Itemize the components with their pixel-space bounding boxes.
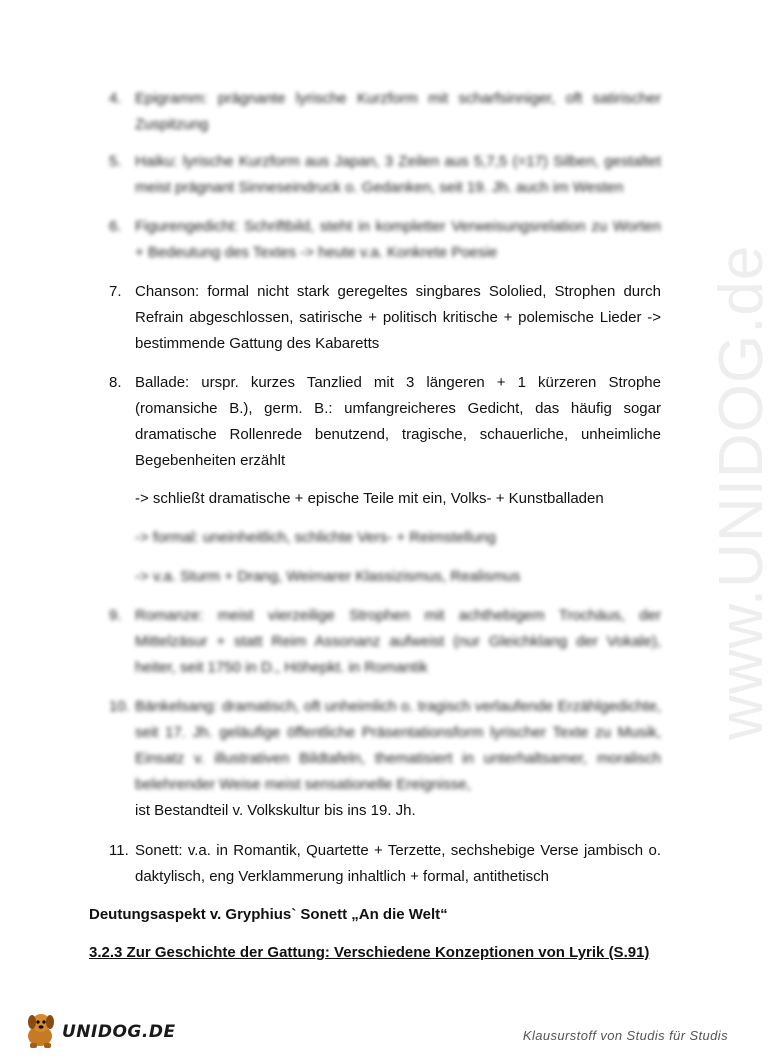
item-number: 5. — [109, 153, 122, 170]
section-heading: Deutungsaspekt v. Gryphius` Sonett „An die Welt“ — [89, 906, 448, 923]
list-item — [109, 838, 661, 890]
item-number: 11. — [109, 842, 129, 859]
list-item — [109, 370, 661, 474]
item-text: Romanze: meist vierzeilige Strophen mit achthebigem Trochäus, der Mittelzäsur + statt Reim Assonanz aufweist (nur Gleichklang der Vokale), heiter, seit 1750 in D., Höhepkt. in Romantik — [135, 607, 661, 676]
list-item — [109, 279, 661, 357]
item-text: Chanson: formal nicht stark geregeltes singbares Sololied, Strophen durch Refrain abgeschlossen, satirische + politisch kritische + polemische Lieder -> bestimmende Gattung des Kabaretts — [135, 283, 661, 352]
item-text: Epigramm: prägnante lyrische Kurzform mit scharfsinniger, oft satirischer Zuspitzung — [135, 90, 661, 133]
item-number: 10. — [109, 698, 130, 715]
item-number: 7. — [109, 283, 122, 300]
ballade-note: -> v.a. Sturm + Drang, Weimarer Klassizismus, Realismus — [135, 568, 521, 585]
logo-text: UNIDOG.DE — [62, 1022, 176, 1042]
item-number: 6. — [109, 218, 122, 235]
ballade-note: -> formal: uneinheitlich, schlichte Vers- + Reimstellung — [135, 529, 496, 546]
item-text: Figurengedicht: Schriftbild, steht in kompletter Verweisungsrelation zu Worten + Bedeutung des Textes -> heute v.a. Konkrete Poesie — [135, 218, 661, 261]
item-number: 8. — [109, 374, 122, 391]
list-item — [109, 603, 661, 681]
item-text: Ballade: urspr. kurzes Tanzlied mit 3 längeren + 1 kürzeren Strophe (romansiche B.), germ. B.: umfangreicheres Gedicht, das häufig sogar dramatische Rollenrede benutzend, tragische, schauerliche, unheimliche Begebenheiten erzählt — [135, 374, 661, 469]
watermark: www.UNIDOG.de — [707, 244, 776, 740]
item-text: Sonett: v.a. in Romantik, Quartette + Terzette, sechshebige Verse jambisch o. daktylisch, eng Verklammerung inhaltlich + formal, antithetisch — [135, 842, 661, 885]
item-text: Haiku: lyrische Kurzform aus Japan, 3 Zeilen aus 5,7,5 (=17) Silben, gestaltet meist prägnant Sinneseindruck o. Gedanken, seit 19. Jh. auch im Westen — [135, 153, 661, 196]
list-item — [109, 694, 661, 824]
ballade-note: -> schließt dramatische + epische Teile mit ein, Volks- + Kunstballaden — [135, 490, 604, 507]
unidog-logo — [20, 1010, 180, 1050]
dog-icon — [20, 1010, 64, 1050]
section-heading-underlined: 3.2.3 Zur Geschichte der Gattung: Verschiedene Konzeptionen von Lyrik (S.91) — [89, 944, 650, 961]
list-item — [109, 214, 661, 266]
item-text: Bänkelsang: dramatisch, oft unheimlich o. tragisch verlaufende Erzählgedichte, seit 17. Jh. geläufige öffentliche Präsentationsform lyrischer Texte zu Musik, Einsatz v. illustrativen Bildtafeln, thematisiert in unterhaltsamer, moralisch belehrender Weise meist sensationelle Ereignisse, — [135, 698, 661, 793]
item-text-clear: ist Bestandteil v. Volkskultur bis ins 19. Jh. — [135, 802, 416, 819]
item-number: 9. — [109, 607, 122, 624]
item-number: 4. — [109, 90, 122, 107]
list-item — [109, 86, 661, 138]
list-item — [109, 149, 661, 201]
footer-tagline: Klausurstoff von Studis für Studis — [522, 1028, 728, 1043]
